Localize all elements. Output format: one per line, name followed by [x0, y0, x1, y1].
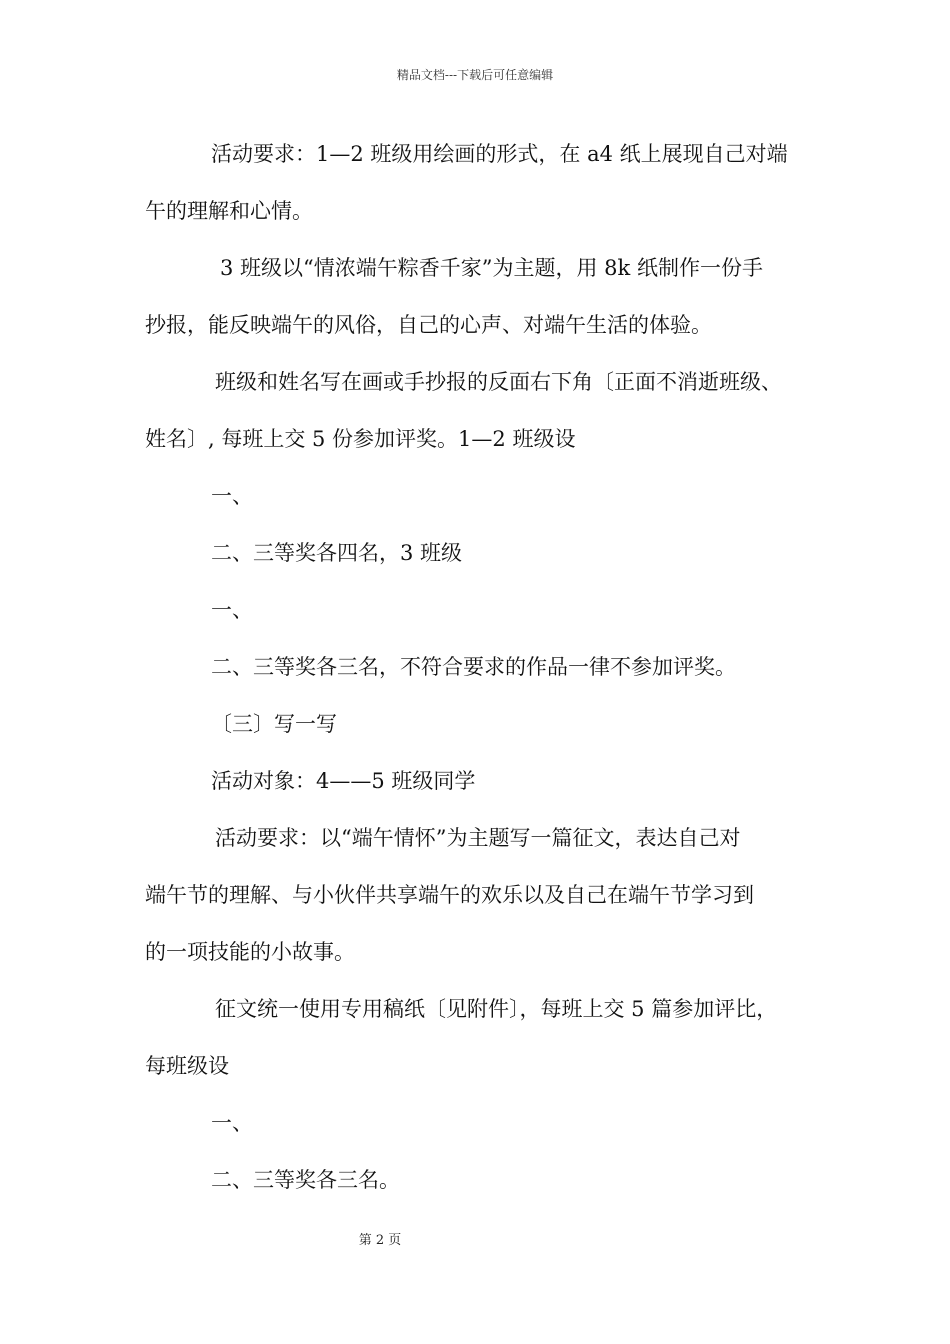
paragraph-line: 二、三等奖各三名。: [211, 1168, 400, 1192]
paragraph-line: 的一项技能的小故事。: [145, 940, 355, 964]
paragraph-line: 活动对象：4——5 班级同学: [211, 769, 476, 793]
paragraph-line: 活动要求：以“端午情怀”为主题写一篇征文，表达自己对: [215, 826, 741, 850]
paragraph-line: 3 班级以“情浓端午粽香千家”为主题，用 8k 纸制作一份手: [220, 256, 763, 280]
page-number: 第 2 页: [358, 1233, 402, 1248]
paragraph-line: 一、: [211, 1111, 253, 1135]
paragraph-line: 抄报，能反映端午的风俗，自己的心声、对端午生活的体验。: [145, 313, 712, 337]
paragraph-line: 活动要求：1—2 班级用绘画的形式，在 a4 纸上展现自己对端: [211, 142, 788, 166]
paragraph-line: 一、: [211, 598, 253, 622]
paragraph-line: 二、三等奖各四名，3 班级: [211, 541, 463, 565]
section-heading: 〔三〕写一写: [211, 712, 337, 736]
paragraph-line: 午的理解和心情。: [145, 199, 313, 223]
paragraph-line: 二、三等奖各三名，不符合要求的作品一律不参加评奖。: [211, 655, 736, 679]
paragraph-line: 端午节的理解、与小伙伴共享端午的欢乐以及自己在端午节学习到: [145, 883, 754, 907]
paragraph-line: 征文统一使用专用稿纸〔见附件〕，每班上交 5 篇参加评比，: [215, 997, 778, 1021]
paragraph-line: 一、: [211, 484, 253, 508]
paragraph-line: 班级和姓名写在画或手抄报的反面右下角〔正面不消逝班级、: [215, 370, 782, 394]
page-header: 精品文档---下载后可任意编辑: [396, 68, 554, 82]
paragraph-line: 姓名〕, 每班上交 5 份参加评奖。1—2 班级设: [145, 427, 576, 451]
paragraph-line: 每班级设: [145, 1054, 229, 1078]
